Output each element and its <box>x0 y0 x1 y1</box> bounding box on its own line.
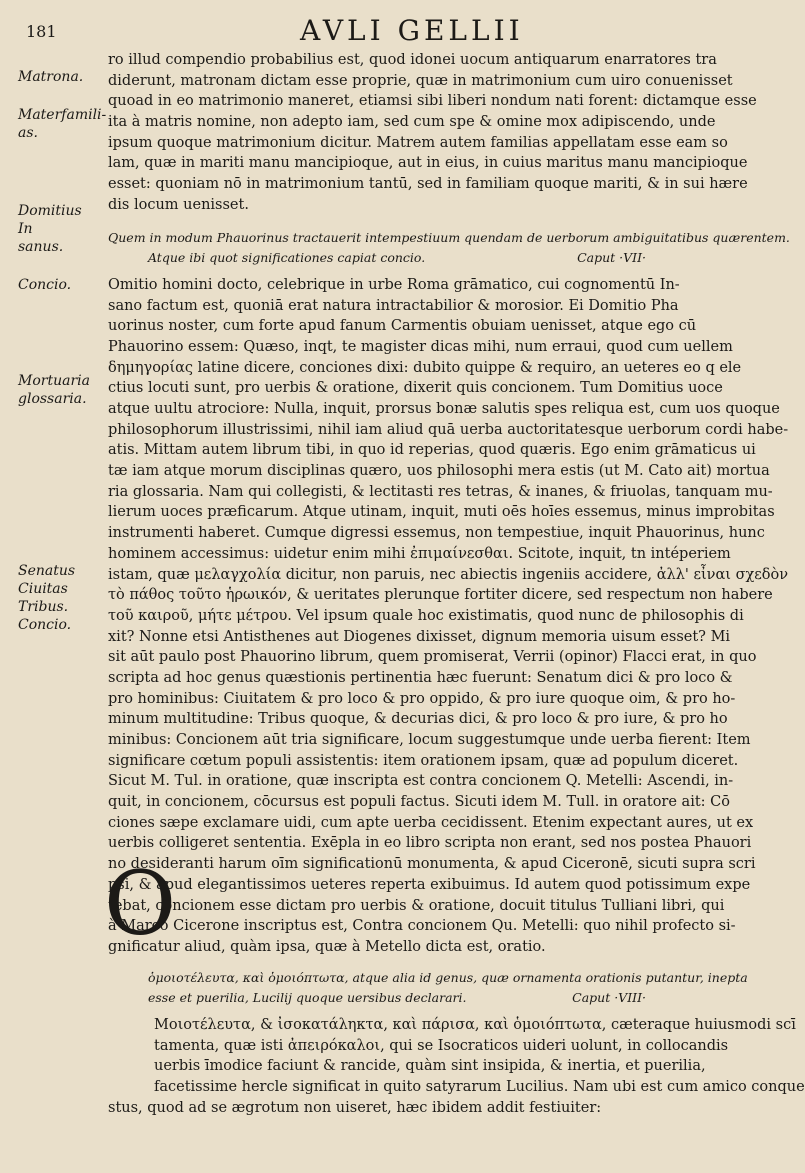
text-line: lam, quæ in mariti manu mancipioque, aut in eius, in cuius maritus manu mancipioque <box>108 155 748 172</box>
text-line: gnificatur aliud, quàm ipsa, quæ à Metello dicta est, oratio. <box>108 938 546 955</box>
margin-note-senatus: Senatus Ciuitas Tribus. Concio. <box>18 563 76 633</box>
text-line: τὸ πάθος τοῦτο ἡρωικόν, & ueritates plerunque fortiter dicere, sed respectum non habere <box>108 587 773 604</box>
text-line: Sicut M. Tul. in oratione, quæ inscripta est contra concionem Q. Metelli: Ascendi, in- <box>108 773 734 790</box>
text-line: psi, & apud elegantissimos ueteres reperta exibuimus. Id autem quod potissimum expe <box>108 876 751 893</box>
text-line: xit? Nonne etsi Antisthenes aut Diogenes dixisset, dignum memoria uisum esset? Mi <box>108 628 731 645</box>
text-line: philosophorum illustrissimi, nihil iam aliud quā uerba auctoritatesque uerborum cordi habe- <box>108 421 789 438</box>
text-line: Phauorino essem: Quæso, inqt, te magister dicas mihi, num erraui, quod cum uellem <box>108 338 733 355</box>
text-line: pro hominibus: Ciuitatem & pro loco & pro oppido, & pro iure quoque oim, & pro ho- <box>108 690 736 707</box>
margin-note-domitius: Domitius In sanus. <box>18 203 82 255</box>
intro-paragraph <box>108 50 757 216</box>
text-line: esset: quoniam nō in matrimonium tantū, sed in familiam quoque mariti, & in sui hære <box>108 176 748 193</box>
text-line: diderunt, matronam dictam esse proprie, quæ in matrimonium cum uiro conuenisset <box>108 72 733 89</box>
text-line: facetissime hercle significat in quito satyrarum Lucilius. Nam ubi est cum amico conque <box>154 1079 805 1095</box>
page-header <box>0 14 700 54</box>
text-line: minibus: Concionem aūt tria significare, locum suggestumque unde uerba fierent: Item <box>108 732 751 748</box>
chapter-7-subheading <box>108 248 676 269</box>
text-line: Μοιοτέλευτα, & ἰσοκατάληκτα, καὶ πάρισα, καὶ ὁμοιόπτωτα, cæteraque huiusmodi scī <box>154 1016 796 1033</box>
text-line: atis. Mittam autem librum tibi, in quo id reperias, quod quæris. Ego enim grāmaticus ui <box>108 442 756 459</box>
chapter-7-text <box>108 275 789 958</box>
text-line: no desideranti harum oīm significationū monumenta, & apud Ciceronē, sicuti supra scri <box>108 856 756 873</box>
text-line: atque uultu atrociore: Nulla, inquit, prorsus bonæ salutis spes reliqua est, cum uos quoque <box>108 401 780 417</box>
text-line: ria glossaria. Nam qui collegisti, & lectitasti res tetras, & inanes, & friuolas, tanquam mu- <box>108 483 773 500</box>
margin-note-concio: Concio. <box>18 277 72 293</box>
text-line: uerbis īmodice faciunt & rancide, quàm sint insipida, & inertia, et puerilia, <box>154 1058 706 1075</box>
text-line: scripta ad hoc genus quæstionis pertinentia hæc fuerunt: Senatum dici & pro loco & <box>108 669 733 686</box>
chapter-7-caput: Caput ·VII· <box>577 250 646 266</box>
text-line: hominem accessimus: uidetur enim mihi ἐπιμαίνεσθαι. Scitote, inquit, tn intéperiem <box>108 545 731 562</box>
chapter-7-heading: Quem in modum Phauorinus tractauerit intempestiuum quendam de uerborum ambiguitatibus quærentem. <box>108 229 790 245</box>
text-line: δημηγορίας latine dicere, conciones dixi: dubito quippe & requiro, an ueteres eo q ele <box>108 359 742 376</box>
text-line: sano factum est, quoniā erat natura intractabilior & morosior. Ei Domitio Pha <box>108 297 679 314</box>
page-number: 181 <box>26 22 57 41</box>
margin-note-mortuaria: Mortuaria glossaria. <box>18 373 90 407</box>
text-line: significare cœtum populi assistentis: item orationem ipsam, quæ ad populum diceret. <box>108 752 739 769</box>
chapter-7-subheading-text: Atque ibi quot significationes capiat concio. <box>148 250 426 266</box>
text-line: ro illud compendio probabilius est, quod idonei uocum antiquarum enarratores tra <box>108 52 717 68</box>
text-line: tamenta, quæ isti ἀπειρόκαλοι, qui se Isocraticos uideri uolunt, in collocandis <box>154 1037 729 1054</box>
text-line: dis locum uenisset. <box>108 196 249 213</box>
text-line: quit, in concionem, cōcursus est populi factus. Sicuti idem M. Tull. in oratore ait: Cō <box>108 794 730 811</box>
chapter-8-caput: Caput ·VIII· <box>572 990 646 1006</box>
margin-note-materfamilias: Materfamili- as. <box>18 107 107 141</box>
text-line: Omitio homini docto, celebrique in urbe Roma grāmatico, cui cognomentū In- <box>108 276 680 293</box>
text-line: quoad in eo matrimonio maneret, etiamsi sibi liberi nondum nati forent: dictamque esse <box>108 93 757 110</box>
text-line: minum multitudine: Tribus quoque, & decurias dici, & pro loco & pro iure, & pro ho <box>108 711 728 728</box>
text-line: stus, quod ad se ægrotum non uiseret, hæc ibidem addit festiuiter: <box>108 1099 602 1116</box>
text-line: τοῦ καιροῦ, μήτε μέτρου. Vel ipsum quale hoc existimatis, quod nunc de philosophis di <box>108 607 744 624</box>
text-line: ctius locuti sunt, pro uerbis & oratione, dixerit quis concionem. Tum Domitius uoce <box>108 380 723 397</box>
text-line: tebat, concionem esse dictam pro uerbis & oratione, docuit titulus Tulliani libri, qui <box>108 897 725 914</box>
text-line: ciones sæpe exclamare uidi, cum apte uerba cecidissent. Etenim expectant aures, ut ex <box>108 814 754 831</box>
text-line: uerbis colligeret sententia. Exēpla in eo libro scripta non erant, sed nos postea Phauori <box>108 835 752 852</box>
text-line: tæ iam atque morum disciplinas quæro, uos philosophi mera estis (ut M. Cato ait) mortua <box>108 463 770 480</box>
chapter-8-text <box>108 1015 805 1118</box>
text-line: ipsum quoque matrimonium dicitur. Matrem autem familias appellatam esse eam so <box>108 134 728 151</box>
text-line: instrumenti haberet. Cumque digressi essemus, non tempestiue, inquit Phauorinus, hunc <box>108 525 765 542</box>
text-line: lierum uoces præficarum. Atque utinam, inquit, muti oēs hoīes essemus, minus improbitas <box>108 504 775 521</box>
chapter-8-subheading-text: esse et puerilia, Lucilij quoque uersibus declarari. <box>148 990 467 1006</box>
margin-note-matrona: Matrona. <box>18 69 84 85</box>
chapter-8-heading: ὁμοιοτέλευτα, καὶ ὁμοιόπτωτα, atque alia id genus, quæ ornamenta orationis putantur, inepta <box>148 969 748 985</box>
chapter-8-subheading <box>108 988 676 1009</box>
text-line: sit aūt paulo post Phauorino librum, quem promiserat, Verrii (opinor) Flacci erat, in quo <box>108 649 757 666</box>
drop-cap: O <box>104 852 177 955</box>
text-line: istam, quæ μελαγχολία dicitur, non paruis, nec abiectis ingeniis accidere, ἀλλ' εἶναι σχεδὸν <box>108 566 789 583</box>
text-line: à Marco Cicerone inscriptus est, Contra concionem Qu. Metelli: quo nihil profecto si- <box>108 918 736 935</box>
text-line: ita à matris nomine, non adepto iam, sed cum spe & omine mox adipiscendo, unde <box>108 114 716 131</box>
text-block <box>108 50 805 1118</box>
running-title: AVLI GELLII <box>300 14 524 47</box>
text-line: uorinus noster, cum forte apud fanum Carmentis obuiam uenisset, atque ego cū <box>108 318 697 335</box>
